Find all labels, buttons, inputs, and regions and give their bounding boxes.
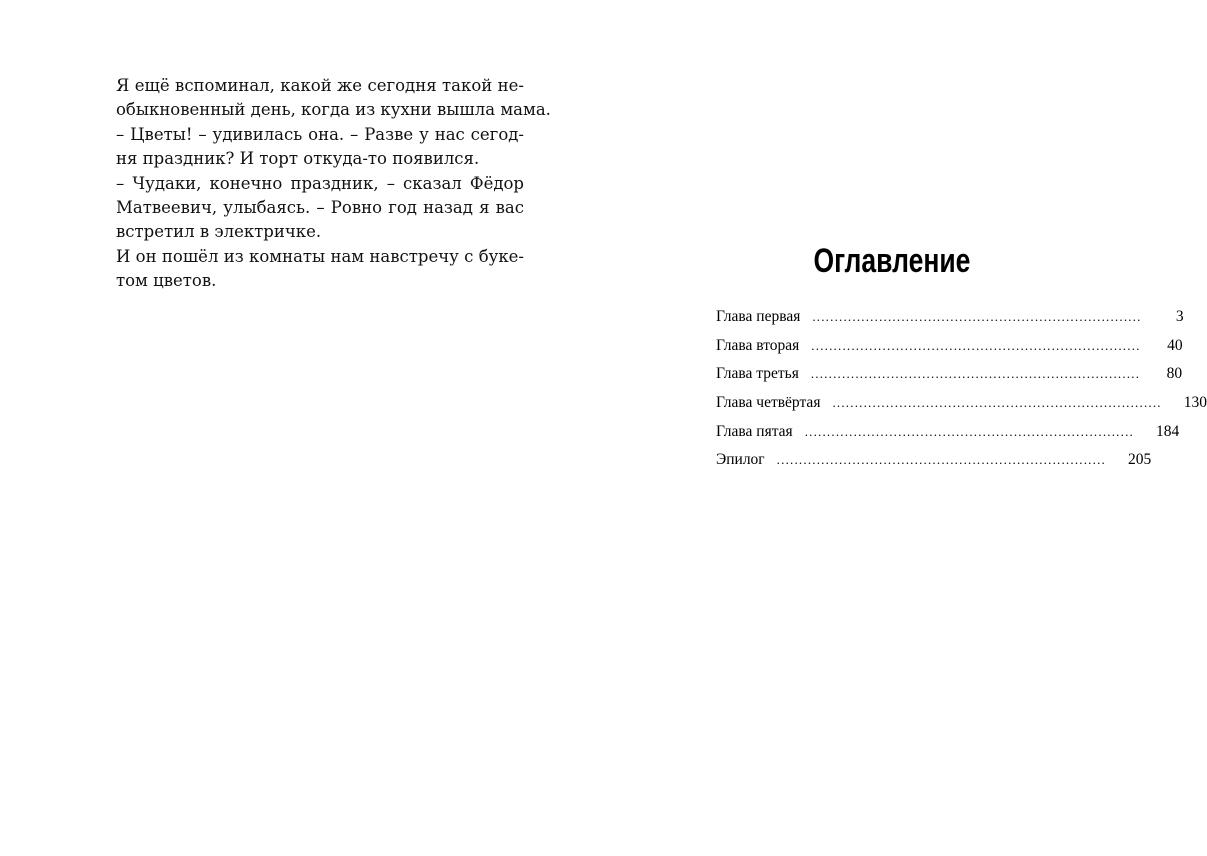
contents-entry (716, 422, 1180, 452)
text-line: встретил в электричке. (116, 222, 322, 242)
entry-name: Эпилог (716, 451, 765, 469)
contents-list (716, 308, 1207, 480)
text-line: Я ещё вспоминал, какой же сегодня такой не- (116, 76, 524, 95)
contents-entry (716, 451, 1152, 480)
text-line: Матвеевич, улыбаясь. – Ровно год назад я вас (116, 197, 524, 217)
leader-dots: .......................................................................... (812, 309, 1142, 324)
entry-name: Глава пятая (716, 422, 793, 440)
leader-dots: .......................................................................... (832, 395, 1162, 411)
entry-page: 130 (1183, 394, 1207, 412)
entry-page: 40 (1167, 336, 1183, 354)
contents-entry (716, 308, 1184, 337)
leader-dots: .......................................................................... (810, 366, 1141, 382)
entry-page: 184 (1156, 422, 1180, 440)
entry-name: Глава первая (716, 308, 801, 325)
text-line: ня праздник? И торт откуда-то появился. (116, 149, 480, 169)
leader-dots: .......................................................................... (811, 337, 1141, 353)
text-line: И он пошёл из комнаты нам навстречу с буке- (116, 246, 524, 266)
contents-entry (716, 336, 1183, 366)
contents-entry (716, 365, 1183, 394)
entry-page: 80 (1166, 365, 1183, 383)
entry-page: 3 (1175, 308, 1184, 325)
contents-entry (716, 394, 1207, 423)
entry-name: Глава вторая (716, 336, 800, 354)
entry-page: 205 (1127, 451, 1152, 469)
text-line: обыкновенный день, когда из кухни вышла мама. (116, 100, 551, 120)
text-line: – Цветы! – удивилась она. – Разве у нас сегод- (116, 124, 524, 144)
leader-dots: .......................................................................... (804, 423, 1134, 439)
left-page-text (116, 74, 551, 294)
text-line: том цветов. (116, 271, 217, 291)
entry-name: Глава четвёртая (716, 394, 821, 412)
leader-dots: .......................................................................... (776, 452, 1106, 468)
entry-name: Глава третья (716, 365, 799, 383)
text-line: – Чудаки, конечно праздник, – сказал Фёдор (116, 173, 524, 193)
contents-title: Оглавление (813, 242, 971, 280)
